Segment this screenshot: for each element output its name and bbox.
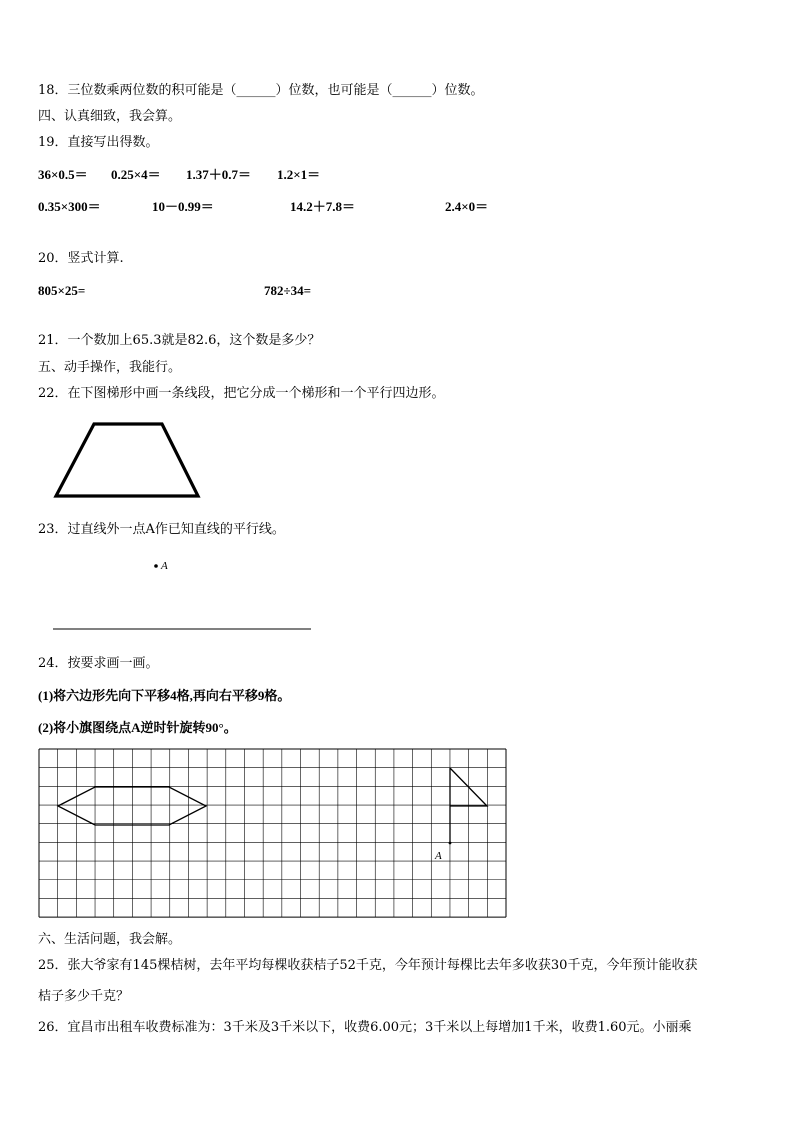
question-25-line-1: 25．张大爷家有145棵桔树，去年平均每棵收获桔子52千克，今年预计每棵比去年多收获30千克，今年预计能收获 (38, 958, 698, 973)
section-4-heading: 四、认真细致，我会算。 (38, 109, 182, 124)
flag-shape (449, 768, 487, 844)
point-a-dot (449, 842, 452, 845)
section-5-heading: 五、动手操作，我能行。 (38, 360, 182, 375)
q19-expr-3: 1.37＋0.7＝ (186, 167, 252, 182)
q20-item-2: 782÷34= (264, 283, 312, 298)
q20-item-1: 805×25= (38, 283, 86, 298)
q19-expr-6: 10－0.99＝ (152, 199, 214, 214)
question-23-title: 23．过直线外一点A作已知直线的平行线。 (38, 522, 285, 537)
grid-lines (39, 749, 506, 917)
q19-expr-7: 14.2＋7.8＝ (290, 199, 356, 214)
question-21: 21．一个数加上65.3就是82.6，这个数是多少？ (38, 333, 321, 348)
q19-expr-2: 0.25×4＝ (111, 167, 161, 182)
flag-point-a-label: A (435, 850, 442, 862)
q24-sub-2: (2)将小旗图绕点A逆时针旋转90°。 (38, 720, 237, 735)
q19-expr-1: 36×0.5＝ (38, 167, 88, 182)
question-25-line-2: 桔子多少千克？ (38, 989, 130, 1004)
question-18: 18．三位数乘两位数的积可能是（______）位数，也可能是（______）位数。 (38, 83, 484, 98)
q19-expr-4: 1.2×1＝ (277, 167, 321, 182)
question-22: 22．在下图梯形中画一条线段，把它分成一个梯形和一个平行四边形。 (38, 386, 445, 401)
question-26: 26．宜昌市出租车收费标准为：3千米及3千米以下，收费6.00元；3千米以上每增加1千米，收费1.60元。小丽乘 (38, 1020, 692, 1035)
question-20-title: 20．竖式计算. (38, 251, 124, 266)
section-6-heading: 六、生活问题，我会解。 (38, 932, 182, 947)
q19-expr-5: 0.35×300＝ (38, 199, 101, 214)
question-19-title: 19．直接写出得数。 (38, 135, 159, 150)
hexagon (58, 787, 206, 825)
q24-sub-1: (1)将六边形先向下平移4格,再向右平移9格。 (38, 688, 291, 703)
point-a-label: A (161, 560, 168, 572)
q19-expr-8: 2.4×0＝ (445, 199, 489, 214)
question-24-title: 24．按要求画一画。 (38, 656, 159, 671)
